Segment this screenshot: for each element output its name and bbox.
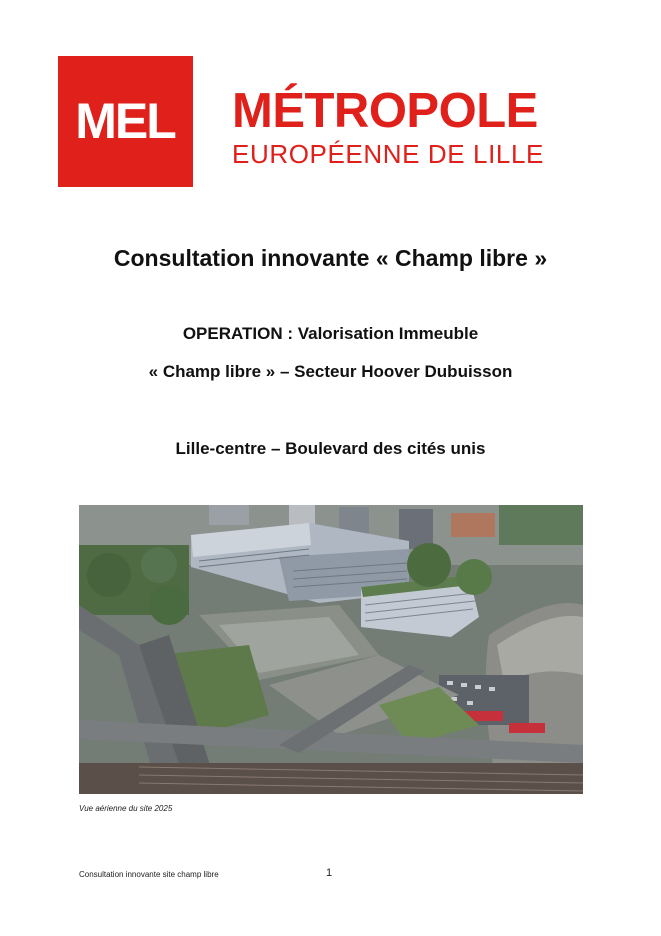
footer-text: Consultation innovante site champ libre — [79, 870, 219, 879]
operation-line-2: « Champ libre » – Secteur Hoover Dubuisson — [148, 362, 513, 381]
brand-name — [232, 86, 612, 168]
brand-name-main: MÉTROPOLE — [232, 84, 538, 138]
image-caption: Vue aérienne du site 2025 — [79, 804, 173, 813]
operation-line-1: OPERATION : Valorisation Immeuble — [182, 324, 479, 343]
mel-logo-text: MEL — [75, 93, 175, 149]
aerial-site-photo — [79, 505, 583, 794]
mel-logo-mark — [58, 56, 193, 187]
document-title: Consultation innovante « Champ libre » — [113, 245, 548, 271]
location-line: Lille-centre – Boulevard des cités unis — [175, 439, 486, 458]
page-number: 1 — [326, 867, 333, 879]
brand-name-sub: EUROPÉENNE DE LILLE — [232, 139, 544, 169]
